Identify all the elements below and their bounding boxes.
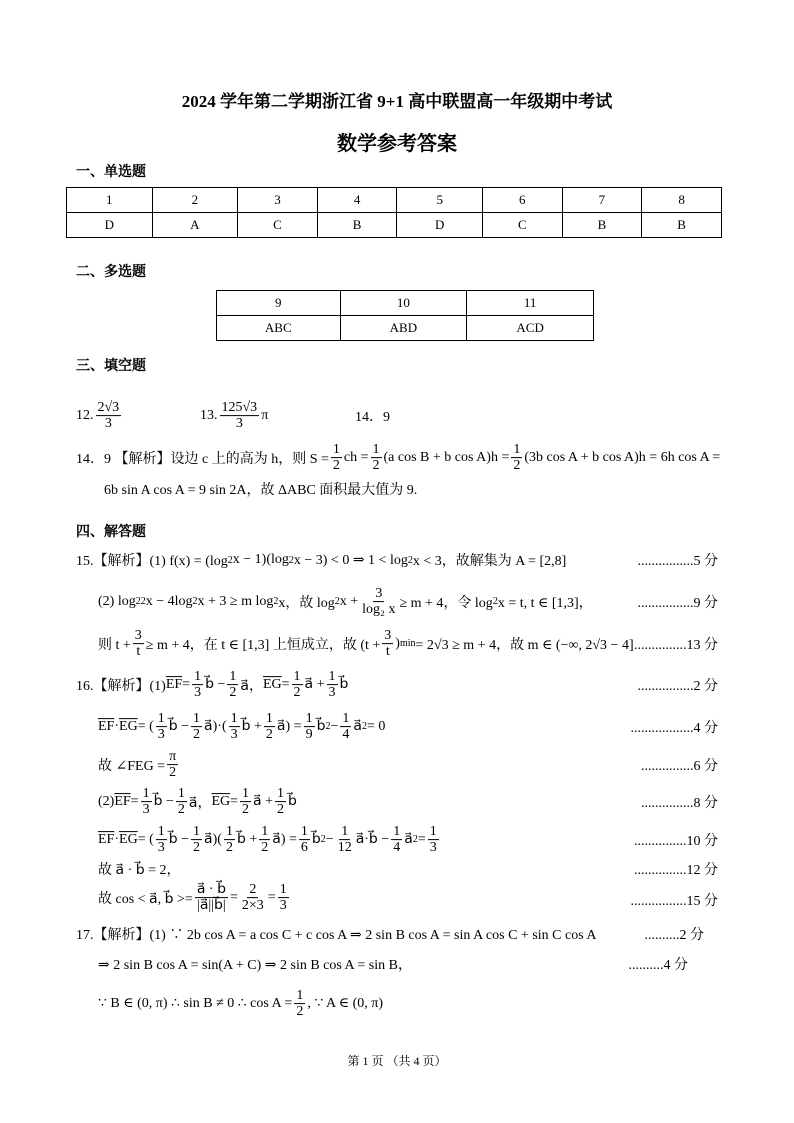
math-text: 17.【解析】(1) ∵ 2b cos A = a cos C + c cos A ⇒ 2 sin B cos A = sin A cos C + sin C cos A — [76, 928, 597, 943]
superscript: 2 — [325, 721, 331, 733]
fraction — [167, 749, 178, 781]
fraction — [176, 786, 187, 818]
subscript: 2 — [492, 596, 498, 608]
subscript: 2 — [407, 554, 413, 566]
numerator: a⃗ · b⃗ — [196, 882, 226, 898]
denominator: 3 — [157, 727, 165, 743]
math-text: x，故 log — [278, 596, 335, 611]
math-text: a⃗)( — [204, 832, 222, 848]
numerator: 1 — [265, 711, 273, 727]
math-text: a⃗ — [404, 832, 413, 848]
numerator: 1 — [341, 824, 349, 840]
math-text: 16.【解析】(1) — [76, 679, 166, 694]
math-text: = 0 — [366, 719, 386, 734]
math-text: 6b sin A cos A = 9 sin 2A，故 ΔABC 面积最大值为 9. — [104, 483, 418, 498]
score-marker: ...............8 分 — [641, 796, 718, 811]
math-text: a⃗·b⃗ − — [355, 832, 390, 848]
fraction — [240, 882, 266, 914]
math-text: 12. — [76, 408, 94, 423]
vector: $\overline{EG}$ — [211, 794, 231, 809]
math-text: (a cos B + b cos A)h = — [383, 450, 510, 465]
solution-16-line — [98, 711, 385, 743]
fraction — [229, 711, 240, 743]
numerator: 1 — [157, 711, 165, 727]
fraction — [340, 711, 351, 743]
math-text: x + — [339, 594, 359, 609]
numerator: 1 — [193, 711, 201, 727]
numerator: 1 — [242, 786, 250, 802]
answer-cell: B — [642, 213, 722, 238]
math-text: ≥ m + 4，在 t ∈ [1,3] 上恒成立，故 (t + — [145, 638, 381, 653]
score-marker: ..................4 分 — [630, 721, 718, 736]
solution-16-line — [76, 669, 348, 701]
denominator: 3 — [429, 840, 437, 856]
numerator: 3 — [375, 586, 383, 602]
math-text: − — [330, 719, 339, 734]
subscript: 2 — [288, 554, 294, 566]
denominator: 3 — [194, 685, 202, 701]
numerator: 1 — [279, 882, 287, 898]
math-text: a⃗) = — [272, 832, 297, 848]
fraction — [133, 628, 144, 660]
math-text: x < 3，故解集为 A = [2,8] — [412, 554, 567, 569]
math-text: a⃗) = — [276, 719, 302, 735]
fraction — [240, 786, 251, 818]
answer-cell: C — [238, 213, 318, 238]
answer-cell: D — [67, 213, 153, 238]
fraction — [278, 882, 289, 914]
denominator: 2 — [193, 727, 201, 743]
solution-17-line — [98, 954, 412, 974]
math-text: 故 ∠FEG = — [98, 759, 166, 774]
score-marker: ...............10 分 — [634, 834, 718, 849]
question-number-cell: 1 — [67, 188, 153, 213]
math-text: b⃗ — [316, 719, 326, 735]
vector: $\overline{EG}$ — [262, 677, 282, 692]
score-marker: ................15 分 — [630, 894, 718, 909]
math-text: b⃗ — [288, 794, 297, 810]
numerator: 1 — [372, 442, 380, 458]
math-text: 故 cos < a⃗, b⃗ >= — [98, 892, 193, 907]
math-text: = — [230, 794, 239, 809]
question-number-cell: 11 — [467, 291, 594, 316]
fraction — [382, 628, 393, 660]
fraction — [336, 824, 354, 856]
section-multi-choice: 二、多选题 — [76, 264, 146, 280]
score-marker: ...............12 分 — [634, 863, 718, 878]
fraction — [511, 442, 522, 474]
numerator: 1 — [261, 824, 269, 840]
math-text: − — [325, 832, 334, 847]
numerator: π — [169, 749, 177, 765]
subscript: 2 — [227, 554, 233, 566]
solution-16-line — [98, 786, 297, 818]
math-text: 13. — [200, 408, 218, 423]
denominator: 2 — [261, 840, 269, 856]
answer-cell: ABC — [217, 316, 341, 341]
question-number-cell: 10 — [340, 291, 467, 316]
fraction — [195, 882, 228, 914]
vector: $\overline{EF}$ — [165, 677, 183, 692]
denominator: 4 — [342, 727, 350, 743]
math-text: · — [114, 719, 120, 734]
fraction — [292, 669, 303, 701]
solution-16-line — [98, 859, 181, 879]
fraction — [141, 786, 152, 818]
math-text: = — [130, 794, 139, 809]
fraction — [391, 824, 402, 856]
denominator: 2 — [293, 685, 301, 701]
math-text: a⃗， — [240, 679, 263, 694]
denominator: 2 — [277, 802, 285, 818]
denominator: 2 — [242, 802, 250, 818]
math-text: = — [182, 677, 191, 692]
numerator: 2 — [249, 882, 257, 898]
denominator: 6 — [300, 840, 308, 856]
denominator: 2 — [372, 458, 380, 474]
superscript: 2 — [140, 596, 146, 608]
math-text: 则 t + — [98, 638, 131, 653]
math-text: a⃗ + — [304, 677, 325, 693]
math-text: ch = — [343, 450, 369, 465]
fraction — [304, 711, 315, 743]
numerator: 1 — [193, 824, 201, 840]
fraction — [96, 400, 122, 432]
solution-15-line — [98, 628, 634, 660]
math-text: = — [267, 890, 276, 905]
math-text: a⃗)·( — [204, 719, 227, 735]
fraction — [327, 669, 338, 701]
fraction — [224, 824, 235, 856]
superscript: 2 — [361, 721, 367, 733]
math-text: (3b cos A + b cos A)h = 6h cos A = — [524, 450, 721, 465]
vector: $\overline{EF}$ — [114, 794, 131, 809]
numerator: 1 — [393, 824, 401, 840]
denominator: 2 — [225, 840, 233, 856]
answer-cell: C — [482, 213, 562, 238]
math-text: x = t, t ∈ [1,3]， — [497, 596, 593, 611]
denominator: 2 — [332, 458, 340, 474]
vector: $\overline{EF}$ — [98, 719, 115, 734]
fraction — [259, 824, 270, 856]
solution-14-line — [76, 442, 720, 474]
denominator: 12 — [337, 840, 352, 856]
question-number-cell: 3 — [238, 188, 318, 213]
math-text: b⃗ − — [205, 677, 226, 693]
numerator: 1 — [332, 442, 340, 458]
numerator: 2√3 — [97, 400, 120, 416]
fraction — [275, 786, 286, 818]
math-text: x − 1)(log — [232, 552, 289, 567]
denominator: 2×3 — [241, 898, 264, 914]
math-text: a⃗ + — [253, 794, 274, 810]
math-text: (2) — [98, 794, 115, 809]
math-text: b⃗ + — [241, 719, 262, 735]
question-number-cell: 9 — [217, 291, 341, 316]
denominator: 2 — [177, 802, 185, 818]
numerator: 1 — [328, 669, 336, 685]
numerator: 1 — [342, 711, 350, 727]
math-text: ⇒ 2 sin B cos A = sin(A + C) ⇒ 2 sin B cos A = sin B， — [98, 958, 412, 973]
fraction — [156, 824, 167, 856]
fraction — [192, 669, 203, 701]
numerator: 1 — [296, 988, 304, 1004]
solution-17-line — [98, 988, 383, 1020]
answer-cell: B — [317, 213, 397, 238]
denominator: log₂ x — [362, 602, 396, 618]
math-text: b⃗ − — [168, 719, 190, 735]
answer-cell: ABD — [340, 316, 467, 341]
math-text: x + 3 ≥ m log — [197, 594, 274, 609]
denominator: 2 — [265, 727, 273, 743]
answer-cell: D — [397, 213, 483, 238]
numerator: 1 — [429, 824, 437, 840]
question-number-cell: 4 — [317, 188, 397, 213]
math-text: a⃗ — [353, 719, 362, 735]
solution-16-line — [98, 749, 180, 781]
math-text: = 2√3 ≥ m + 4，故 m ∈ (−∞, 2√3 − 4] — [415, 638, 634, 653]
math-text: x − 3) < 0 ⇒ 1 < log — [293, 552, 408, 568]
math-text: b⃗ − — [153, 794, 174, 810]
math-text: b⃗ — [339, 677, 349, 693]
single-choice-table — [66, 187, 722, 238]
score-marker: ................5 分 — [637, 554, 718, 569]
vector: $\overline{EF}$ — [98, 832, 115, 847]
page-title: 数学参考答案 — [337, 133, 457, 155]
math-text: , ∵ A ∈ (0, π) — [307, 996, 384, 1012]
solution-17-line — [76, 924, 597, 944]
question-number-cell: 2 — [152, 188, 238, 213]
question-number-cell: 6 — [482, 188, 562, 213]
numerator: 3 — [134, 628, 142, 644]
subscript: 2 — [192, 596, 198, 608]
solution-14-line — [104, 479, 417, 499]
math-text: ) — [395, 636, 400, 651]
answer-cell: A — [152, 213, 238, 238]
denominator: 4 — [393, 840, 401, 856]
numerator: 1 — [300, 824, 308, 840]
fraction — [227, 669, 238, 701]
denominator: 2 — [229, 685, 237, 701]
fraction — [428, 824, 439, 856]
fraction — [191, 711, 202, 743]
math-text: · — [114, 832, 120, 847]
math-text: x − 4log — [145, 594, 193, 609]
exam-title: 2024 学年第二学期浙江省 9+1 高中联盟高一年级期中考试 — [181, 92, 613, 111]
denominator: 3 — [328, 685, 336, 701]
math-text: = ( — [137, 719, 154, 734]
fraction — [191, 824, 202, 856]
score-marker: ...............13 分 — [634, 638, 718, 653]
numerator: 1 — [225, 824, 233, 840]
numerator: 1 — [513, 442, 521, 458]
superscript: 2 — [320, 834, 326, 846]
numerator: 1 — [177, 786, 185, 802]
fraction — [331, 442, 342, 474]
math-text: b⃗ − — [168, 832, 190, 848]
answer-13 — [200, 400, 268, 432]
numerator: 1 — [277, 786, 285, 802]
question-number-cell: 5 — [397, 188, 483, 213]
math-text: 14．9 — [355, 410, 390, 425]
numerator: 3 — [384, 628, 392, 644]
answer-14 — [355, 406, 390, 426]
math-text: b⃗ — [311, 832, 321, 848]
denominator: t — [385, 644, 390, 660]
numerator: 1 — [230, 711, 238, 727]
question-number-cell: 7 — [562, 188, 642, 213]
numerator: 1 — [142, 786, 150, 802]
denominator: 2 — [296, 1004, 304, 1020]
solution-16-line — [98, 824, 441, 856]
math-text: 15.【解析】(1) f(x) = (log — [76, 554, 228, 569]
denominator: 2 — [193, 840, 201, 856]
vector: $\overline{EG}$ — [119, 719, 138, 734]
solution-16-line — [98, 882, 291, 914]
denominator: |a⃗||b⃗| — [197, 898, 226, 914]
fraction — [299, 824, 310, 856]
math-text: = — [281, 677, 290, 692]
math-text: a⃗， — [188, 796, 212, 811]
score-marker: ..........4 分 — [628, 958, 688, 973]
denominator: 3 — [157, 840, 165, 856]
denominator: 9 — [305, 727, 313, 743]
denominator: 2 — [169, 765, 177, 781]
numerator: 1 — [305, 711, 313, 727]
math-text: = — [417, 832, 426, 847]
math-text: = — [229, 890, 238, 905]
denominator: 3 — [104, 416, 112, 432]
section-single-choice: 一、单选题 — [76, 164, 146, 180]
section-solutions: 四、解答题 — [76, 524, 146, 540]
numerator: 1 — [157, 824, 165, 840]
subscript: 2 — [334, 596, 340, 608]
score-marker: ...............6 分 — [641, 759, 718, 774]
answer-12 — [76, 400, 123, 432]
fraction — [371, 442, 382, 474]
answer-cell: ACD — [467, 316, 594, 341]
page-footer: 第 1 页 （共 4 页） — [347, 1054, 447, 1068]
fraction — [220, 400, 260, 432]
denominator: 3 — [142, 802, 150, 818]
answer-cell: B — [562, 213, 642, 238]
math-text: ∵ B ∈ (0, π) ∴ sin B ≠ 0 ∴ cos A = — [98, 996, 293, 1012]
fraction — [360, 586, 397, 618]
denominator: 2 — [513, 458, 521, 474]
fraction — [156, 711, 167, 743]
numerator: 1 — [293, 669, 301, 685]
numerator: 1 — [229, 669, 237, 685]
solution-15-line — [76, 550, 566, 570]
math-text: b⃗ + — [236, 832, 258, 848]
math-text: ≥ m + 4，令 log — [399, 596, 493, 611]
superscript: 2 — [412, 834, 418, 846]
numerator: 1 — [194, 669, 202, 685]
denominator: 3 — [230, 727, 238, 743]
fraction — [264, 711, 275, 743]
score-marker: ................2 分 — [637, 679, 718, 694]
vector: $\overline{EG}$ — [119, 832, 138, 847]
score-marker: ..........2 分 — [644, 928, 704, 943]
solution-15-line — [98, 586, 593, 618]
multi-choice-table — [216, 290, 594, 341]
denominator: t — [136, 644, 141, 660]
math-text: (2) log — [98, 594, 136, 609]
subscript: 2 — [135, 596, 141, 608]
math-text: = ( — [137, 832, 154, 847]
subscript: min — [399, 638, 416, 650]
numerator: 125√3 — [221, 400, 258, 416]
denominator: 3 — [279, 898, 287, 914]
score-marker: ................9 分 — [637, 596, 718, 611]
subscript: 2 — [273, 596, 279, 608]
question-number-cell: 8 — [642, 188, 722, 213]
denominator: 3 — [235, 416, 243, 432]
math-text: 14．9 【解析】设边 c 上的高为 h，则 S = — [76, 452, 329, 467]
fraction — [294, 988, 305, 1020]
section-fill-blank: 三、填空题 — [76, 358, 146, 374]
math-text: 故 a⃗ · b⃗ = 2， — [98, 863, 181, 878]
math-text: π — [261, 408, 269, 423]
